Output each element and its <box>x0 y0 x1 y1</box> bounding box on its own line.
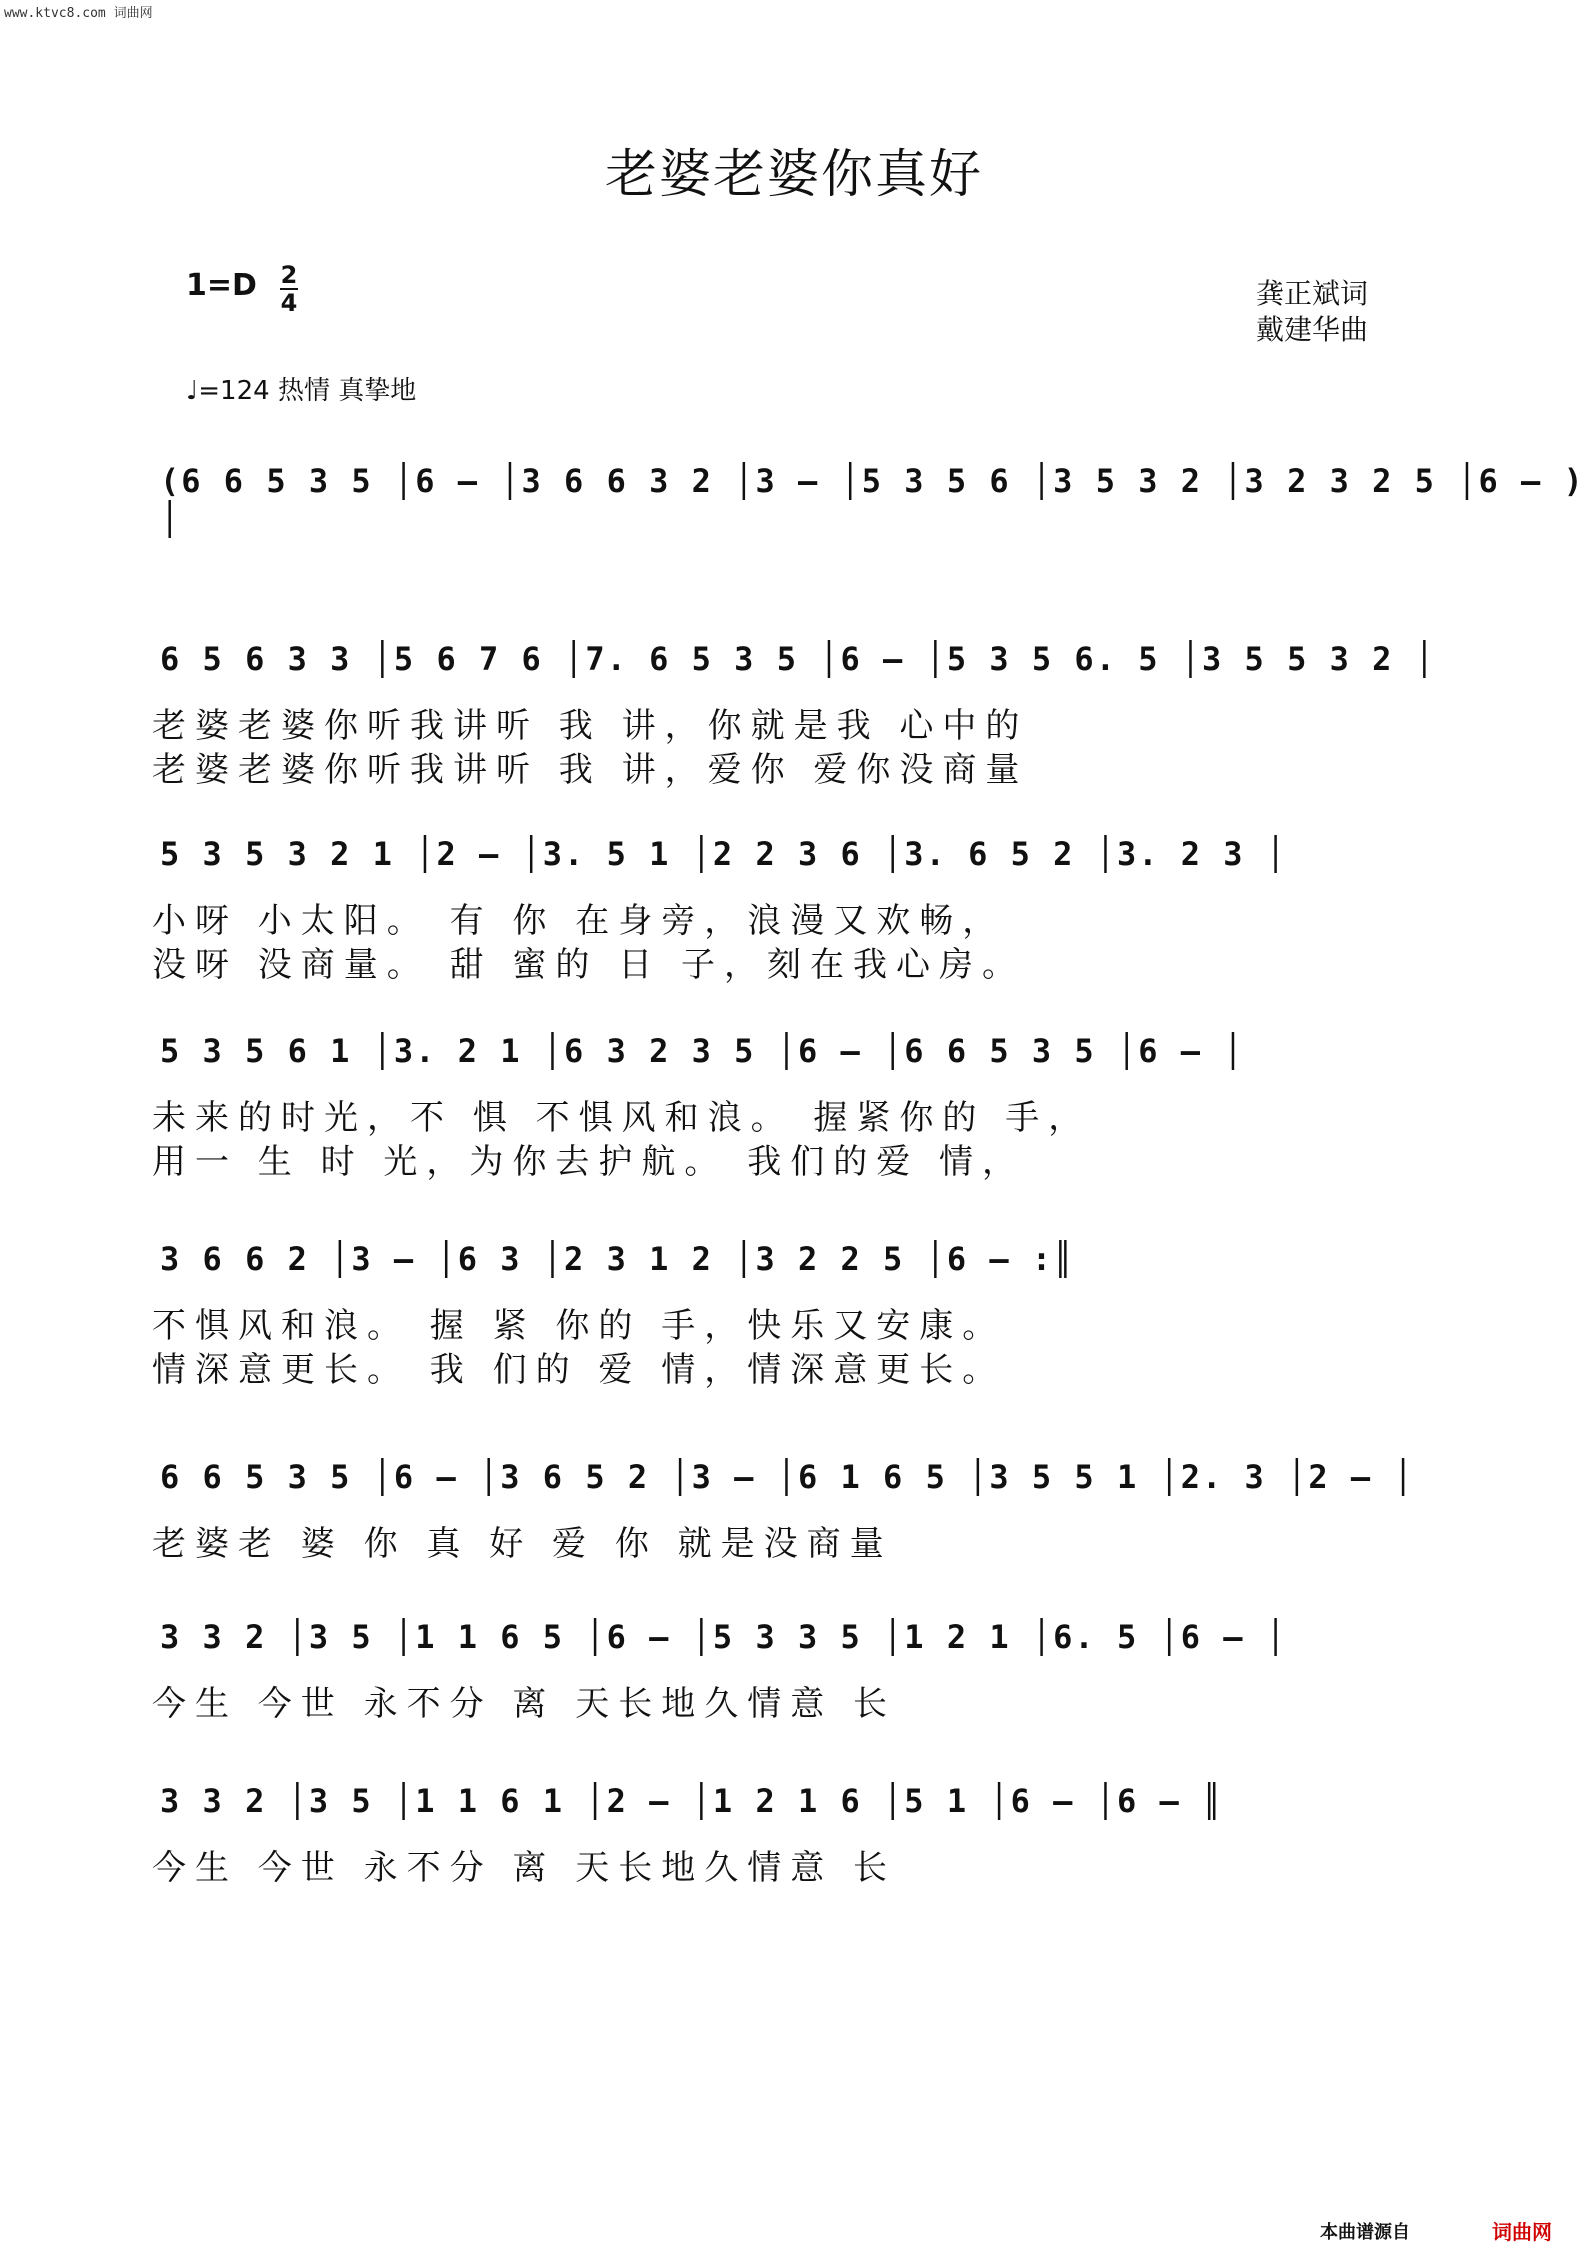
lyricist: 龚正斌词 <box>1256 277 1369 310</box>
lyrics: 今生 今世 永不分 离 天长地久情意 长 <box>152 1848 897 1888</box>
lyrics-verse-2: 老婆老婆你听我讲听 我 讲，爱你 爱你没商量 <box>152 750 1029 790</box>
composer: 戴建华曲 <box>1256 313 1369 346</box>
notes: 3 3 2 │3 5 │1 1 6 5 │6 – │5 3 3 5 │1 2 1 │6. 5 │6 – │ <box>160 1618 1288 1656</box>
notes: 5 3 5 3 2 1 │2 – │3. 5 1 │2 2 3 6 │3. 6 5 2 │3. 2 3 │ <box>160 835 1288 873</box>
meter-top: 2 <box>280 261 298 289</box>
notes: 6 5 6 3 3 │5 6 7 6 │7. 6 5 3 5 │6 – │5 3 5 6. 5 │3 5 5 3 2 │ <box>160 640 1436 678</box>
lyrics: 老婆老 婆 你 真 好 爱 你 就是没商量 <box>152 1524 893 1564</box>
footer-source: 本曲谱源自 <box>1320 2222 1410 2243</box>
key-signature: 1=D <box>186 268 257 303</box>
notes: 3 6 6 2 │3 – │6 3 │2 3 1 2 │3 2 2 5 │6 – :║ <box>160 1240 1075 1278</box>
lyrics-verse-2: 用一 生 时 光，为你去护航。 我们的爱 情， <box>152 1142 1026 1182</box>
notes: 3 3 2 │3 5 │1 1 6 1 │2 – │1 2 1 6 │5 1 │6 – │6 – ║ <box>160 1782 1224 1820</box>
page-title: 老婆老婆你真好 <box>604 145 983 205</box>
lyrics: 今生 今世 永不分 离 天长地久情意 长 <box>152 1684 897 1724</box>
tempo-marking: ♩=124 热情 真挚地 <box>186 376 417 406</box>
notes: 6 6 5 3 5 │6 – │3 6 5 2 │3 – │6 1 6 5 │3 5 5 1 │2. 3 │2 – │ <box>160 1458 1415 1496</box>
lyrics-verse-1: 小呀 小太阳。 有 你 在身旁，浪漫又欢畅， <box>152 901 1006 941</box>
lyrics-verse-2: 情深意更长。 我 们的 爱 情，情深意更长。 <box>152 1350 1006 1390</box>
lyrics-verse-2: 没呀 没商量。 甜 蜜的 日 子，刻在我心房。 <box>152 945 1026 985</box>
notes: (6 6 5 3 5 │6 – │3 6 6 3 2 │3 – │5 3 5 6 │3 5 3 2 │3 2 3 2 5 │6 – ) │ <box>160 462 1585 538</box>
brand-logo: 词曲网 <box>1492 2220 1552 2244</box>
watermark: www.ktvc8.com 词曲网 <box>4 6 153 21</box>
meter-bottom: 4 <box>280 289 298 317</box>
lyrics-verse-1: 老婆老婆你听我讲听 我 讲，你就是我 心中的 <box>152 706 1029 746</box>
lyrics-verse-1: 不惧风和浪。 握 紧 你的 手，快乐又安康。 <box>152 1306 1006 1346</box>
time-signature <box>280 262 298 316</box>
notes: 5 3 5 6 1 │3. 2 1 │6 3 2 3 5 │6 – │6 6 5 3 5 │6 – │ <box>160 1032 1245 1070</box>
lyrics-verse-1: 未来的时光，不 惧 不惧风和浪。 握紧你的 手， <box>152 1098 1092 1138</box>
